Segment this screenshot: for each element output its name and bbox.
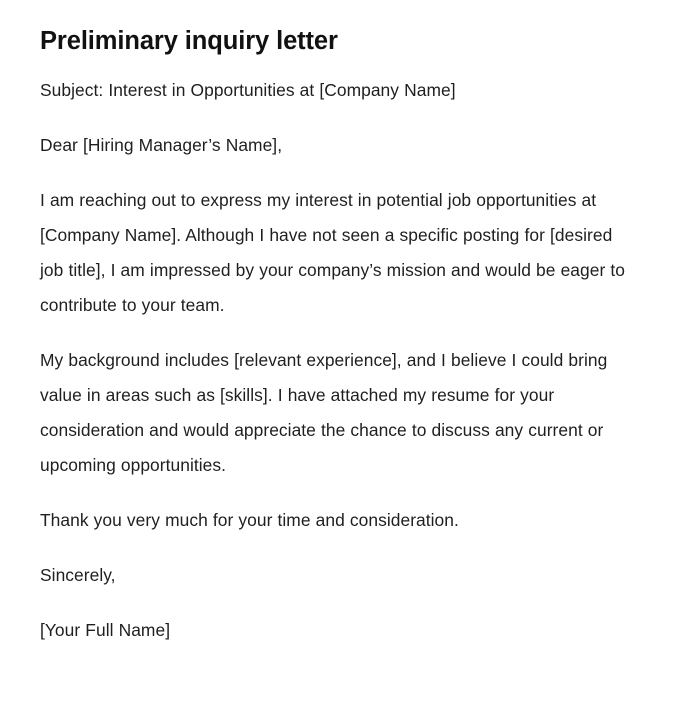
paragraph-1: I am reaching out to express my interest in potential job opportunities at [Company Name]. Although I have not seen a specific posting for [desired job title], I am impressed by your company’s mission and would be eager to contribute to your team. bbox=[40, 190, 625, 315]
letter-body bbox=[40, 73, 625, 648]
signature: [Your Full Name] bbox=[40, 620, 171, 640]
closing: Sincerely, bbox=[40, 565, 116, 585]
paragraph-3: Thank you very much for your time and consideration. bbox=[40, 510, 459, 530]
salutation: Dear [Hiring Manager’s Name], bbox=[40, 135, 283, 155]
subject-line: Subject: Interest in Opportunities at [Company Name] bbox=[40, 80, 456, 100]
page-title: Preliminary inquiry letter bbox=[40, 27, 338, 55]
paragraph-2: My background includes [relevant experience], and I believe I could bring value in areas such as [skills]. I have attached my resume for your consideration and would appreciate the chance to discuss any current or upcoming opportunities. bbox=[40, 350, 608, 475]
